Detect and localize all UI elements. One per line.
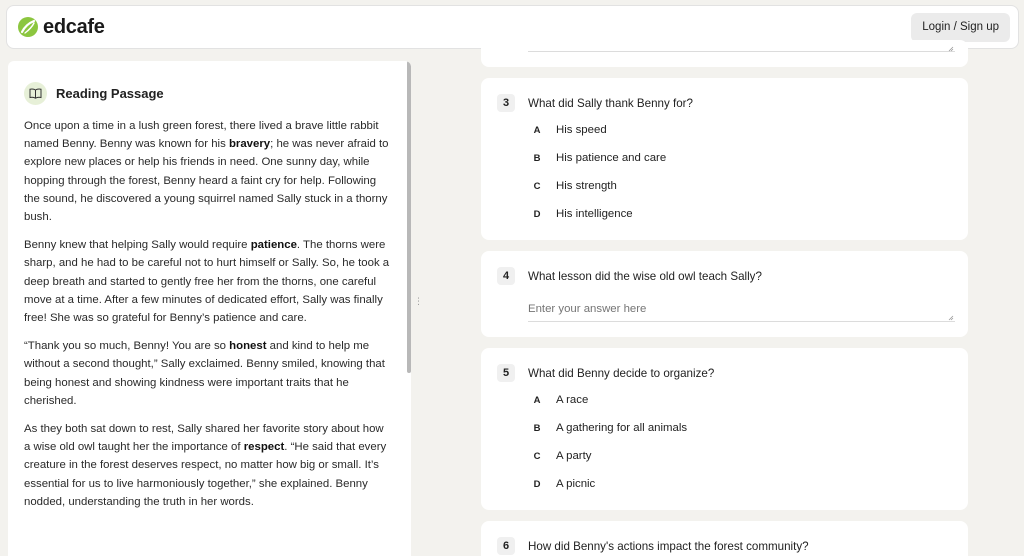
option-letter: B — [533, 152, 541, 164]
textarea-grip-icon[interactable] — [948, 46, 954, 52]
option-label: A gathering for all animals — [556, 422, 688, 434]
option-label: His strength — [556, 180, 617, 192]
option-letter: A — [533, 394, 541, 406]
passage-title: Reading Passage — [56, 86, 164, 101]
passage-paragraph: Benny knew that helping Sally would require patience. The thorns were sharp, and he had to be careful not to hurt himself or Sally. So, he took a deep breath and started to gently free her from the thorns, one careful move at a time. After a few minutes of dedicated effort, Sally was finally free! She was so grateful for Benny’s patience and care. — [24, 239, 390, 325]
option-label: A party — [556, 450, 592, 462]
option-label: A race — [556, 394, 589, 406]
question-card-5 — [481, 348, 968, 510]
reading-passage-panel — [8, 61, 411, 556]
keyword: honest — [229, 340, 267, 353]
option-label: His speed — [556, 124, 607, 136]
option-c[interactable] — [528, 447, 591, 465]
question-number: 6 — [497, 537, 515, 555]
option-a[interactable] — [528, 121, 607, 139]
option-letter: A — [533, 124, 541, 136]
passage-header — [24, 82, 164, 105]
previous-question-card — [481, 40, 968, 67]
question-text: What lesson did the wise old owl teach Sally? — [528, 270, 762, 283]
question-text: What did Sally thank Benny for? — [528, 97, 693, 110]
option-letter: D — [533, 478, 541, 490]
option-b[interactable] — [528, 419, 687, 437]
question-text: What did Benny decide to organize? — [528, 367, 715, 380]
question-number: 5 — [497, 364, 515, 382]
keyword: respect — [243, 441, 285, 454]
option-label: His intelligence — [556, 208, 633, 220]
passage-paragraph: “Thank you so much, Benny! You are so honest and kind to help me without a second thought,” Sally exclaimed. Benny smiled, knowing that being honest and showing kindness were important traits that he cherished. — [24, 340, 385, 407]
keyword: bravery — [228, 138, 271, 151]
passage-paragraph: As they both sat down to rest, Sally shared her favorite story about how a wise old owl taught her the importance of respect. “He said that every creature in the forest deserves respect, no matter how big or small. It’s essential for us to live harmoniously together,” she explained. Benny nodded, understanding the truth in her words. — [24, 423, 387, 508]
question-card-6 — [481, 521, 968, 556]
option-d[interactable] — [528, 205, 633, 223]
question-number: 3 — [497, 94, 515, 112]
passage-scrollbar[interactable] — [407, 61, 411, 373]
login-signup-button[interactable]: Login / Sign up — [911, 13, 1010, 42]
option-label: His patience and care — [556, 152, 667, 164]
passage-paragraph: Once upon a time in a lush green forest, there lived a brave little rabbit named Benny. Benny was known for his bravery; he was never afraid to explore new places or help his friends in need. One sunny day, while hopping through the forest, Benny heard a faint cry for help. Following the sound, he discovered a young squirrel named Sally stuck in a thorny bush. — [24, 120, 389, 224]
question-text: How did Benny's actions impact the forest community? — [528, 540, 809, 553]
option-letter: C — [533, 180, 541, 192]
option-b[interactable] — [528, 149, 666, 167]
option-label: A picnic — [556, 478, 596, 490]
keyword: patience — [250, 239, 297, 252]
option-letter: B — [533, 422, 541, 434]
option-c[interactable] — [528, 177, 617, 195]
logo-text: edcafe — [43, 15, 105, 38]
answer-input[interactable] — [528, 296, 955, 322]
question-number: 4 — [497, 267, 515, 285]
option-a[interactable] — [528, 391, 588, 409]
previous-answer-line — [528, 51, 955, 52]
drag-handle-icon[interactable]: ⋮ — [414, 296, 423, 306]
option-d[interactable] — [528, 475, 595, 493]
option-letter: C — [533, 450, 541, 462]
leaf-logo-icon — [17, 16, 39, 38]
passage-text — [24, 117, 390, 521]
question-card-4 — [481, 251, 968, 337]
book-open-icon — [24, 82, 47, 105]
logo[interactable] — [17, 16, 105, 39]
textarea-grip-icon[interactable] — [948, 315, 954, 321]
option-letter: D — [533, 208, 541, 220]
question-card-3 — [481, 78, 968, 240]
